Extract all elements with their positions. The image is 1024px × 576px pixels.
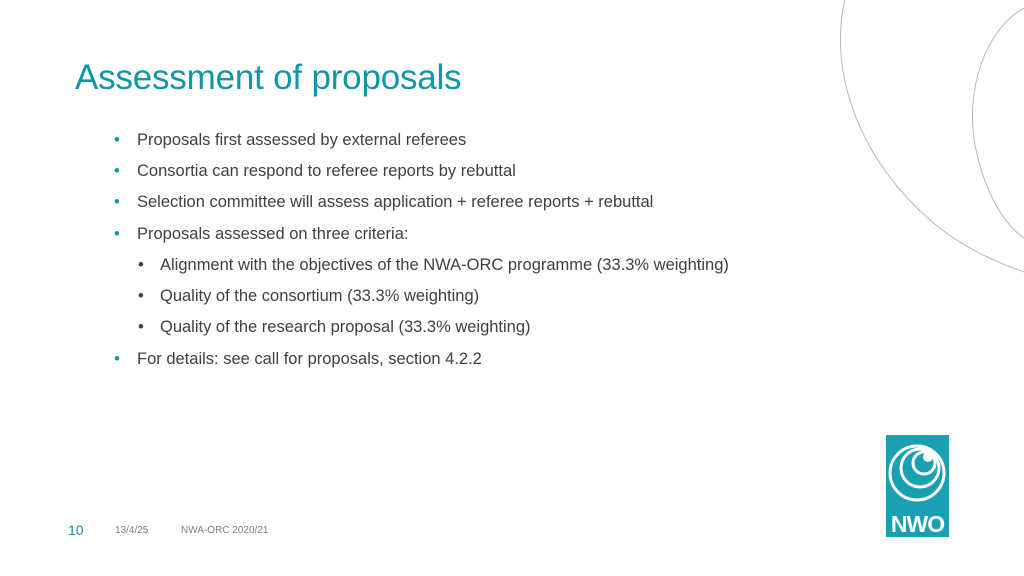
sub-bullet-item: [138, 256, 729, 275]
bullet-text: Quality of the research proposal (33.3% weighting): [160, 318, 531, 336]
bullet-dot: •: [114, 162, 120, 180]
bullet-dot: •: [114, 131, 120, 149]
bullet-dot: •: [114, 193, 120, 211]
bullet-dot: •: [138, 318, 144, 336]
bullet-text: Selection committee will assess application + referee reports + rebuttal: [137, 193, 654, 211]
bullet-dot: •: [114, 225, 120, 243]
bullet-item: [114, 350, 482, 369]
footer-name: NWA-ORC 2020/21: [181, 525, 269, 536]
bullet-item: [114, 131, 467, 150]
footer-date: 13/4/25: [115, 525, 149, 536]
bullet-text: Proposals first assessed by external referees: [137, 131, 467, 149]
bullet-dot: •: [114, 350, 120, 368]
bullet-item: [114, 225, 409, 244]
logo-wordmark: NWO: [890, 511, 945, 537]
bullet-text: For details: see call for proposals, section 4.2.2: [137, 350, 482, 368]
bullet-text: Quality of the consortium (33.3% weighting): [160, 287, 480, 305]
bullet-text: Alignment with the objectives of the NWA-ORC programme (33.3% weighting): [160, 256, 729, 274]
bullet-text: Proposals assessed on three criteria:: [137, 225, 409, 243]
sub-bullet-item: [138, 287, 480, 306]
page-number: 10: [68, 522, 84, 538]
slide-title: Assessment of proposals: [75, 58, 462, 97]
bullet-item: [114, 162, 516, 181]
nwo-swirl-icon: [886, 435, 949, 511]
nwo-logo: [886, 435, 949, 537]
bullet-dot: •: [138, 256, 144, 274]
bullet-text: Consortia can respond to referee reports by rebuttal: [137, 162, 516, 180]
bullet-item: [114, 193, 654, 212]
sub-bullet-item: [138, 318, 531, 337]
bullet-dot: •: [138, 287, 144, 305]
